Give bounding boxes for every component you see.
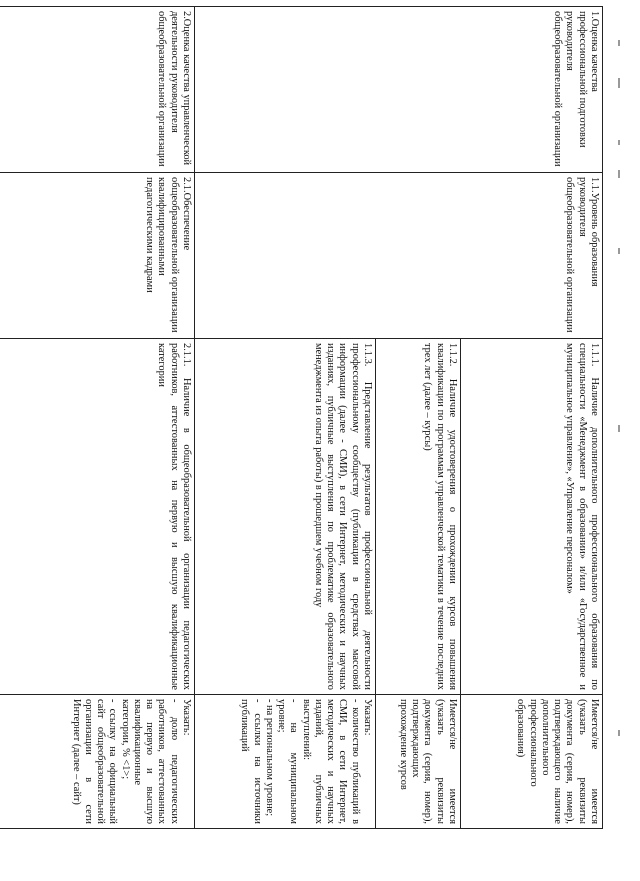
evidence-line: Указать: [362, 699, 373, 736]
indicator-cell: 1.1.Уровень образования руководителя общеобразовательной организации [195, 173, 603, 339]
scan-mark [618, 78, 620, 88]
evidence-line: - ссылку на официальный сайт общеобразовательной организации в сети Интернет (далее – сайт) [70, 699, 119, 824]
evidence-line: - количество публикаций в СМИ, в сети Интернет, методических и научных изданий, публичных выступлений: [300, 699, 361, 824]
evidence-cell: Имеется/не имеется (указать реквизиты документа (серия, номер), подтверждающего наличие дополнительного профессионального образования) [461, 695, 603, 829]
evidence-line: Указать: [181, 699, 192, 736]
criteria-table [0, 6, 603, 829]
scan-mark [618, 170, 620, 178]
parameter-cell: 1.1.3. Представление результатов профессиональной деятельности профессиональному сообществу (публикации в средствах массовой информации (далее - СМИ), в сети Интернет, методических и научных изданиях, публичные выступления по проблематике образовательного менеджмента из опыта работы) в прошедшем учебном году [195, 339, 376, 695]
evidence-cell: Имеется/не имеется (указать реквизиты документа (серия, номер), подтверждающих прохождение курсов [376, 695, 461, 829]
evidence-cell [0, 695, 195, 829]
scan-mark [618, 425, 620, 432]
parameter-cell: 1.1.1. Наличие дополнительного профессионального образования по специальности «Менеджмент в образовании» и/или «Государственное и муниципальное управление», «Управление персоналом» [461, 339, 603, 695]
evidence-line: - на муниципальном уровне; [276, 699, 300, 824]
criterion-cell: 1.Оценка качества профессиональной подготовки руководителя общеобразовательной организации [195, 7, 603, 173]
criterion-cell: 2.Оценка качества управленческой деятельности руководителя общеобразовательной организации [0, 7, 195, 173]
evidence-cell [195, 695, 376, 829]
scan-margin-marks [618, 20, 626, 880]
table-row [0, 7, 195, 829]
rotated-page [13, 6, 603, 828]
evidence-line: - на региональном уровне; [263, 699, 275, 817]
evidence-line: - долю педагогических работников, аттестованных на первую и высшую квалификационные категории, % <1>; [119, 699, 180, 824]
scan-mark [618, 730, 620, 736]
table-row [461, 7, 603, 829]
scan-mark [618, 140, 620, 145]
indicator-cell: 2.1.Обеспечение общеобразовательной организации квалифицированными педагогическими кадрами [0, 173, 195, 339]
scan-mark [618, 40, 620, 46]
parameter-cell: 1.1.2. Наличие удостоверения о прохождении курсов повышения квалификации по программам управленческой тематики в течение последних трех лет (далее – курсы) [376, 339, 461, 695]
scan-mark [618, 248, 620, 254]
evidence-line: - ссылки на источники публикаций [239, 699, 263, 824]
parameter-cell: 2.1.1. Наличие в общеобразовательной организации педагогических работников, аттестованных на первую и высшую квалификационные категории [0, 339, 195, 695]
